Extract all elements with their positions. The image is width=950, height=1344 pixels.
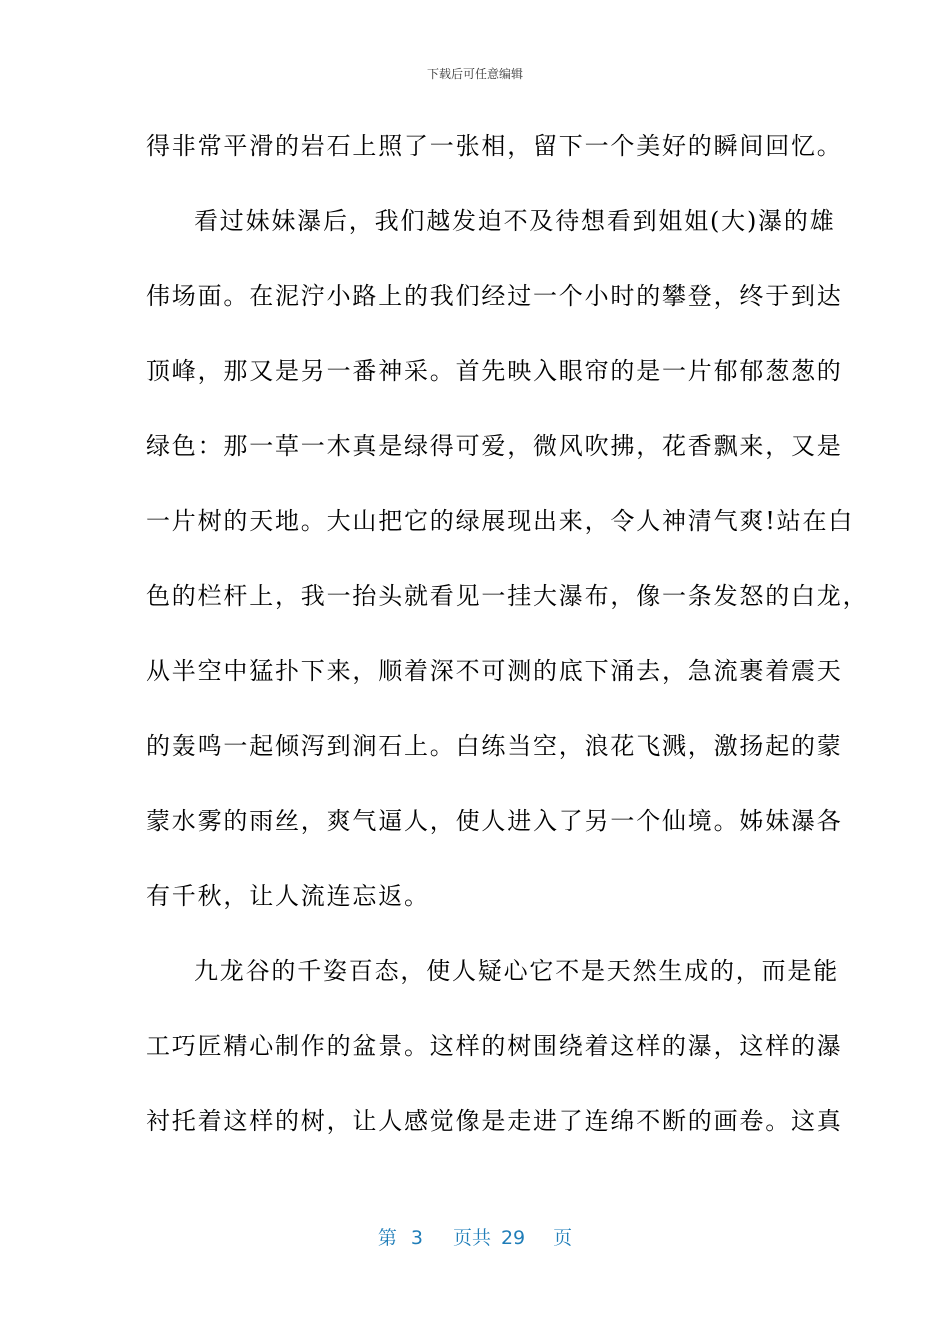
footer-prefix: 第 bbox=[377, 1227, 397, 1249]
body-line: 从半空中猛扑下来，顺着深不可测的底下涌去，急流裹着震天 bbox=[146, 657, 843, 685]
body-line: 的轰鸣一起倾泻到涧石上。白练当空，浪花飞溅，激扬起的蒙 bbox=[146, 732, 843, 760]
document-body bbox=[146, 118, 869, 1168]
total-pages-number: 29 bbox=[500, 1227, 526, 1249]
body-line: 蒙水雾的雨丝，爽气逼人，使人进入了另一个仙境。姊妹瀑各 bbox=[146, 807, 843, 835]
body-line: 有千秋，让人流连忘返。 bbox=[146, 882, 430, 910]
body-line: 色的栏杆上，我一抬头就看见一挂大瀑布，像一条发怒的白龙， bbox=[146, 582, 869, 610]
body-line: 九龙谷的千姿百态，使人疑心它不是天然生成的，而是能 bbox=[194, 957, 839, 985]
body-line: 看过妹妹瀑后，我们越发迫不及待想看到姐姐(大)瀑的雄 bbox=[194, 207, 836, 235]
body-line: 得非常平滑的岩石上照了一张相，留下一个美好的瞬间回忆。 bbox=[146, 132, 843, 160]
body-line: 伟场面。在泥泞小路上的我们经过一个小时的攀登，终于到达 bbox=[146, 282, 843, 310]
current-page-number: 3 bbox=[410, 1227, 423, 1249]
body-line: 顶峰，那又是另一番神采。首先映入眼帘的是一片郁郁葱葱的 bbox=[146, 357, 843, 385]
footer-middle: 页共 bbox=[452, 1227, 491, 1249]
header-note: 下载后可任意编辑 bbox=[426, 67, 523, 81]
footer-suffix: 页 bbox=[553, 1227, 573, 1249]
body-line: 衬托着这样的树，让人感觉像是走进了连绵不断的画卷。这真 bbox=[146, 1107, 843, 1135]
page-number-footer bbox=[0, 1224, 950, 1252]
body-line: 工巧匠精心制作的盆景。这样的树围绕着这样的瀑，这样的瀑 bbox=[146, 1032, 843, 1060]
body-line: 一片树的天地。大山把它的绿展现出来，令人神清气爽!站在白 bbox=[146, 507, 855, 535]
body-line: 绿色：那一草一木真是绿得可爱，微风吹拂，花香飘来，又是 bbox=[146, 432, 843, 460]
